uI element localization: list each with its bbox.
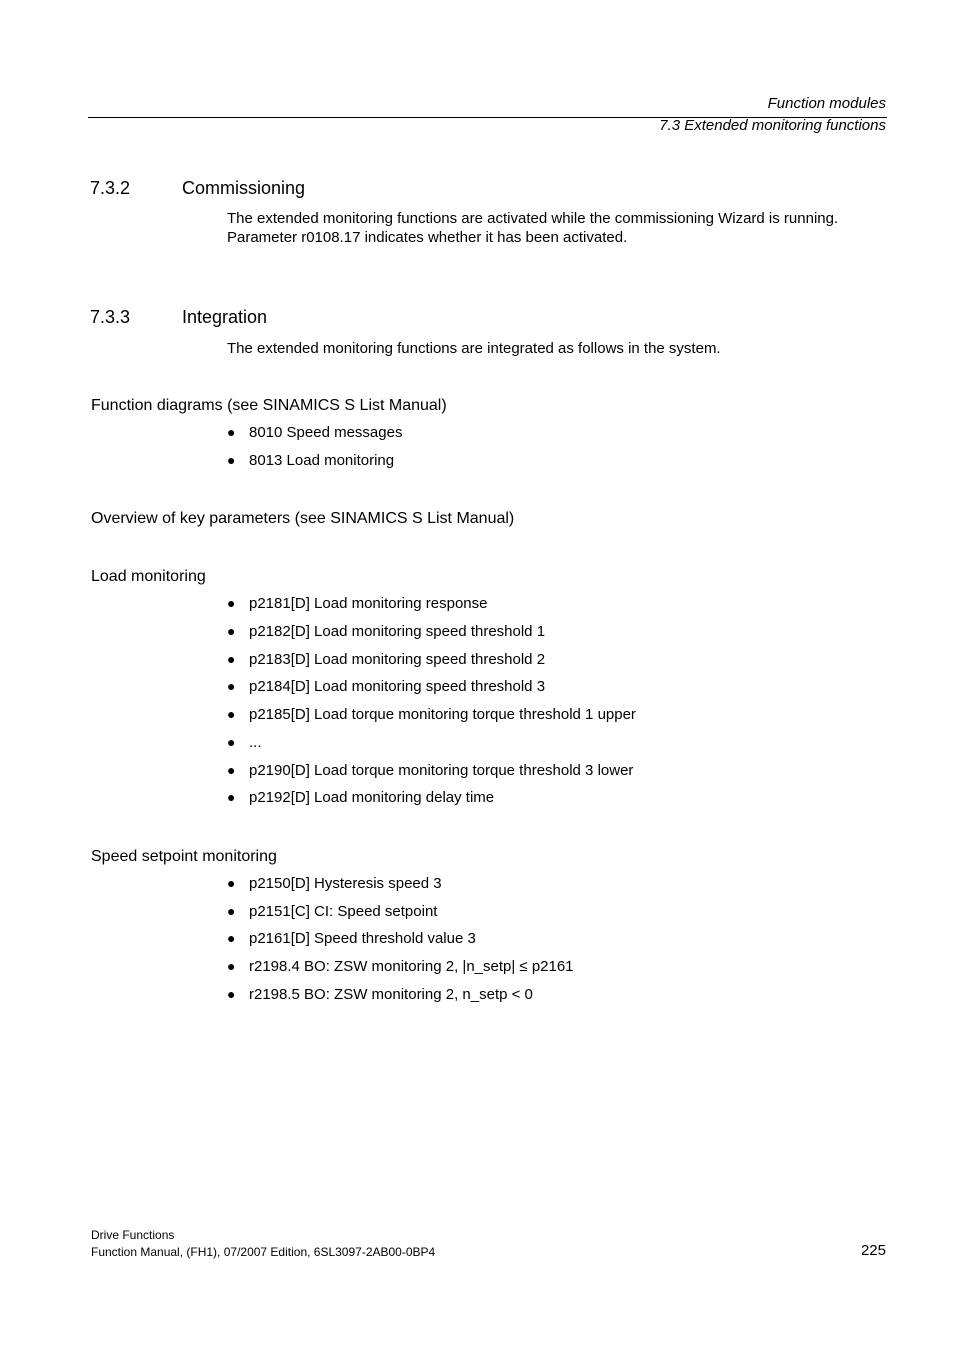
bullet-icon: ● xyxy=(227,651,236,667)
bullet-icon: ● xyxy=(227,706,236,722)
bullet-icon: ● xyxy=(227,875,236,891)
bullet-icon: ● xyxy=(227,986,236,1002)
bullet-icon: ● xyxy=(227,958,236,974)
bullet-icon: ● xyxy=(227,424,236,440)
header-chapter: Function modules xyxy=(767,95,886,112)
page-number: 225 xyxy=(860,1242,886,1259)
list-item: ● p2181[D] Load monitoring response xyxy=(227,595,488,612)
bullet-icon: ● xyxy=(227,789,236,805)
list-item: ● p2151[C] CI: Speed setpoint xyxy=(227,903,438,920)
bullet-icon: ● xyxy=(227,595,236,611)
subheading-function-diagrams: Function diagrams (see SINAMICS S List Manual) xyxy=(91,397,447,414)
bullet-icon: ● xyxy=(227,903,236,919)
bullet-icon: ● xyxy=(227,452,236,468)
subheading-load-monitoring: Load monitoring xyxy=(91,568,206,585)
paragraph-line: The extended monitoring functions are integrated as follows in the system. xyxy=(227,340,721,357)
footer-edition: Function Manual, (FH1), 07/2007 Edition, 6SL3097-2AB00-0BP4 xyxy=(91,1245,436,1259)
bullet-icon: ● xyxy=(227,623,236,639)
list-item: ● r2198.5 BO: ZSW monitoring 2, n_setp < 0 xyxy=(227,986,533,1003)
section-title: Commissioning xyxy=(182,178,306,198)
list-item: ● p2183[D] Load monitoring speed threshold 2 xyxy=(227,651,546,668)
list-item: ● 8010 Speed messages xyxy=(227,424,403,441)
list-item: ● ... xyxy=(227,734,262,751)
bullet-icon: ● xyxy=(227,678,236,694)
paragraph-line: The extended monitoring functions are activated while the commissioning Wizard is running. xyxy=(227,210,839,227)
list-item: ● p2185[D] Load torque monitoring torque threshold 1 upper xyxy=(227,706,636,723)
list-item: ● p2182[D] Load monitoring speed threshold 1 xyxy=(227,623,546,640)
header-section: 7.3 Extended monitoring functions xyxy=(659,117,886,134)
section-title: Integration xyxy=(182,307,268,327)
bullet-icon: ● xyxy=(227,734,236,750)
subheading-speed-setpoint-monitoring: Speed setpoint monitoring xyxy=(91,848,277,865)
footer-title: Drive Functions xyxy=(91,1228,175,1242)
section-number: 7.3.2 xyxy=(90,178,131,198)
subheading-overview: Overview of key parameters (see SINAMICS S List Manual) xyxy=(91,510,515,527)
section-number: 7.3.3 xyxy=(90,307,131,327)
list-item: ● p2192[D] Load monitoring delay time xyxy=(227,789,495,806)
bullet-icon: ● xyxy=(227,762,236,778)
list-item: ● 8013 Load monitoring xyxy=(227,452,395,469)
paragraph-line: Parameter r0108.17 indicates whether it has been activated. xyxy=(227,229,628,246)
list-item: ● p2150[D] Hysteresis speed 3 xyxy=(227,875,442,892)
list-item: ● p2184[D] Load monitoring speed threshold 3 xyxy=(227,678,546,695)
list-item: ● p2190[D] Load torque monitoring torque threshold 3 lower xyxy=(227,762,634,779)
list-item: ● p2161[D] Speed threshold value 3 xyxy=(227,930,476,947)
list-item: ● r2198.4 BO: ZSW monitoring 2, |n_setp| ≤ p2161 xyxy=(227,958,574,975)
bullet-icon: ● xyxy=(227,930,236,946)
